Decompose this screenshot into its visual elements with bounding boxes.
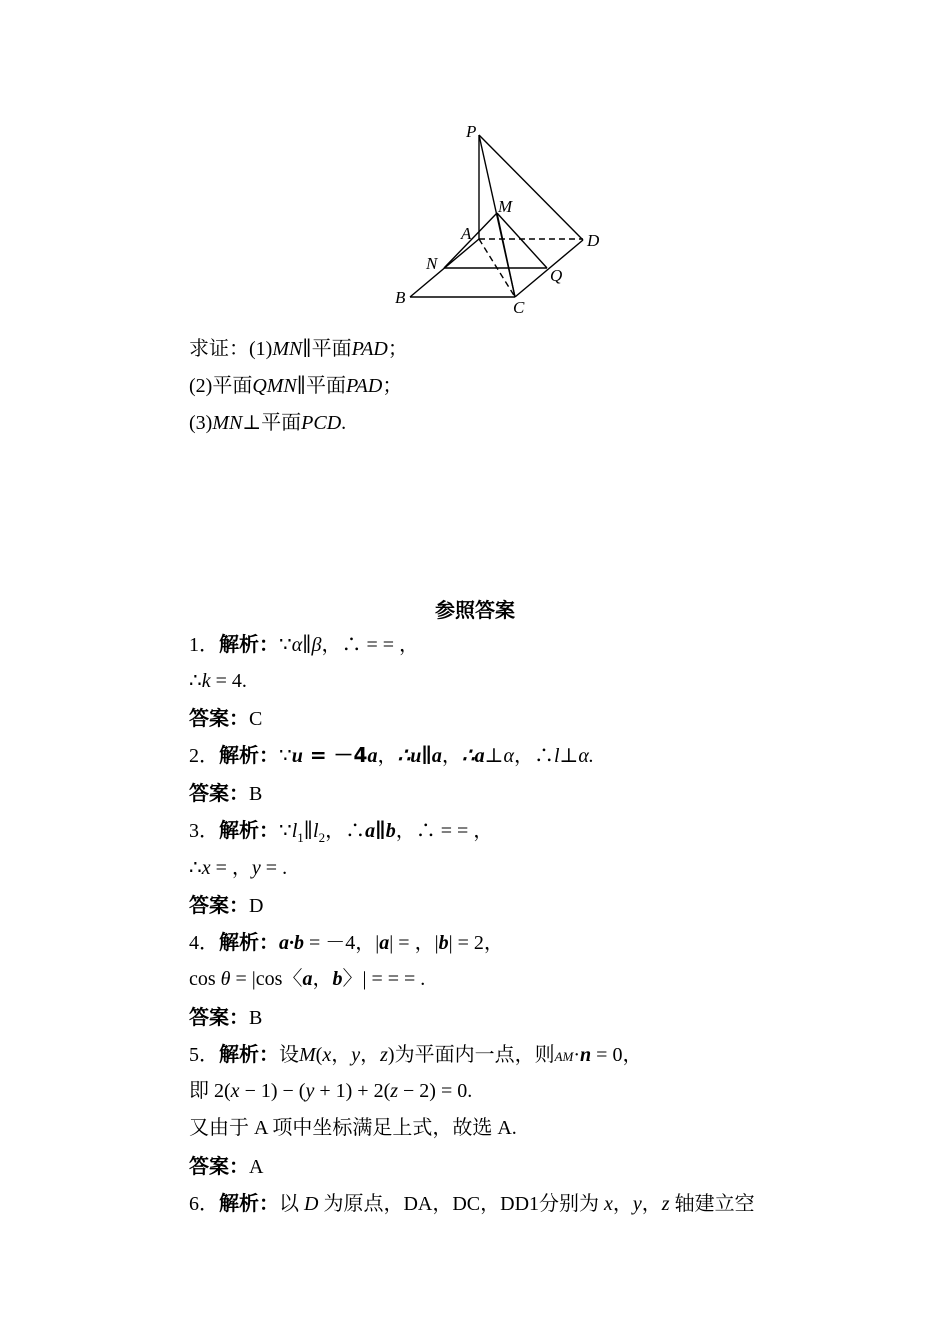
- text: ∴: [189, 857, 202, 879]
- text: ，: [360, 1044, 381, 1066]
- math: α: [291, 634, 303, 656]
- text: ，: [641, 1193, 662, 1215]
- text: ⊥: [559, 745, 579, 767]
- answer-3-line-2: [189, 855, 287, 881]
- answers-title: 参照答案: [435, 598, 515, 622]
- math: θ: [220, 968, 231, 990]
- pyramid-diagram: [380, 115, 620, 325]
- answer-value: B: [249, 783, 263, 805]
- prove-line-1: [189, 336, 408, 362]
- text: ∴: [189, 670, 202, 692]
- math: b: [438, 932, 449, 954]
- math: a∥b: [365, 820, 396, 842]
- text: = 0，: [591, 1044, 643, 1066]
- text: ，∴ = = ，: [395, 820, 494, 842]
- answer-4-result: [189, 1004, 262, 1031]
- math: y: [632, 1193, 642, 1215]
- answer-label: 答案：: [189, 1005, 249, 1029]
- text: ∥: [303, 820, 314, 842]
- math: a: [379, 932, 390, 954]
- math: β: [311, 634, 322, 656]
- item-number: 2．: [189, 745, 219, 767]
- math: a·b: [279, 932, 304, 954]
- math: l: [291, 820, 298, 842]
- answer-label: 答案：: [189, 1154, 249, 1178]
- edge-PD: [479, 135, 583, 240]
- text: = |cos〈: [230, 968, 303, 990]
- text: ，∴: [325, 820, 366, 842]
- item-number: 3．: [189, 820, 219, 842]
- math: MN: [272, 338, 303, 360]
- math: M: [299, 1044, 316, 1066]
- math: n: [580, 1044, 592, 1066]
- math: y: [351, 1044, 361, 1066]
- text: − 1) − (: [239, 1080, 306, 1102]
- text: ，: [331, 1044, 352, 1066]
- text: − 2) = 0.: [398, 1080, 473, 1102]
- math: a: [302, 968, 313, 990]
- answer-1-analysis: [189, 631, 419, 658]
- pyramid-figure: [380, 115, 620, 325]
- math: a: [367, 745, 378, 767]
- math: l: [313, 820, 319, 842]
- text: ；: [387, 338, 408, 360]
- answer-label: 答案：: [189, 781, 249, 805]
- math: ∴a: [461, 745, 485, 767]
- text: (: [315, 1044, 323, 1066]
- edge-MC: [497, 213, 515, 297]
- text: (2)平面: [189, 375, 253, 397]
- math: x: [604, 1193, 613, 1215]
- answer-3-result: [189, 892, 263, 919]
- text: ⊥平面: [242, 412, 302, 434]
- text: = －4: [302, 743, 368, 767]
- label-A: A: [461, 224, 472, 243]
- math: α.: [578, 745, 594, 767]
- answer-value: D: [249, 895, 264, 917]
- answer-value: A: [249, 1156, 264, 1178]
- answer-label: 答案：: [189, 893, 249, 917]
- label-Q: Q: [550, 266, 563, 285]
- math: z: [661, 1193, 670, 1215]
- edge-MQ: [497, 213, 547, 268]
- text: 即 2(: [189, 1080, 231, 1102]
- math: y: [305, 1080, 315, 1102]
- text: ；: [382, 375, 403, 397]
- math: x: [322, 1044, 332, 1066]
- subscript: 2: [318, 830, 326, 845]
- analysis-label: 解析：: [219, 1042, 279, 1066]
- text: = －4，|: [304, 932, 380, 954]
- answer-value: B: [249, 1007, 263, 1029]
- label-D: D: [587, 231, 600, 250]
- label-M: M: [498, 197, 513, 216]
- text: .: [341, 412, 347, 434]
- text: cos: [189, 968, 221, 990]
- math: b: [332, 968, 343, 990]
- text: ∥: [302, 634, 312, 656]
- math: D: [304, 1193, 319, 1215]
- math: PAD: [351, 338, 388, 360]
- item-number: 6．: [189, 1193, 219, 1215]
- answer-4-line-2: [189, 966, 425, 992]
- math: x: [230, 1080, 240, 1102]
- text: | = 2，: [448, 932, 504, 954]
- math: PAD: [346, 375, 383, 397]
- item-number: 5．: [189, 1044, 219, 1066]
- text: ·: [573, 1044, 581, 1066]
- math: y: [251, 857, 261, 879]
- label-P: P: [466, 122, 477, 141]
- math: x: [201, 857, 211, 879]
- math: z: [390, 1080, 399, 1102]
- text: + 1) + 2(: [314, 1080, 391, 1102]
- answer-1-line-2: [189, 668, 247, 694]
- text: = 4.: [210, 670, 247, 692]
- text: ∵: [279, 634, 292, 656]
- math: PCD: [301, 412, 342, 434]
- text: ，∴: [513, 745, 554, 767]
- text: ∵: [279, 745, 292, 767]
- answer-5-line-2: [189, 1078, 472, 1104]
- text: 求证：(1): [189, 338, 273, 360]
- text: ，: [612, 1193, 633, 1215]
- text: (3): [189, 412, 213, 434]
- text: ，: [377, 745, 398, 767]
- analysis-label: 解析：: [219, 632, 279, 656]
- math: ∴u∥a: [397, 745, 442, 767]
- math: MN: [212, 412, 243, 434]
- analysis-label: 解析：: [219, 1191, 279, 1215]
- math: AM: [554, 1049, 574, 1064]
- text: 以: [279, 1193, 304, 1215]
- math: QMN: [252, 375, 297, 397]
- answer-2-result: [189, 780, 262, 807]
- text: = .: [260, 857, 288, 879]
- math: α: [503, 745, 514, 767]
- text: ，∴ = = ，: [321, 634, 420, 656]
- subscript: 1: [297, 830, 304, 845]
- answer-2-analysis: [189, 742, 594, 769]
- text: ，: [312, 968, 333, 990]
- answer-5-line-3: 又由于 A 项中坐标满足上式，故选 A.: [189, 1117, 517, 1139]
- analysis-label: 解析：: [219, 743, 279, 767]
- text: 轴建立空: [669, 1193, 755, 1215]
- text: ，: [441, 745, 462, 767]
- text: ⊥: [484, 745, 504, 767]
- math: z: [380, 1044, 388, 1066]
- prove-line-3: [189, 410, 346, 436]
- text: ∵: [279, 820, 292, 842]
- item-number: 4．: [189, 932, 219, 954]
- answer-3-analysis: [189, 817, 493, 851]
- math: k: [201, 670, 211, 692]
- label-N: N: [426, 254, 438, 273]
- text: = ，: [210, 857, 252, 879]
- text: ∥平面: [296, 375, 347, 397]
- analysis-label: 解析：: [219, 818, 279, 842]
- text: 设: [279, 1044, 299, 1066]
- text: | = ，|: [389, 932, 439, 954]
- math: l: [553, 745, 560, 767]
- answer-value: C: [249, 708, 263, 730]
- answer-5-analysis: [189, 1041, 642, 1070]
- answer-6-analysis: [189, 1190, 755, 1217]
- answer-1-result: [189, 705, 262, 732]
- text: 〉| = = = .: [342, 968, 426, 990]
- answer-label: 答案：: [189, 706, 249, 730]
- answer-4-analysis: [189, 929, 504, 956]
- label-C: C: [513, 298, 525, 317]
- math: u: [291, 745, 303, 767]
- text: ∥平面: [302, 338, 352, 360]
- item-number: 1．: [189, 634, 219, 656]
- analysis-label: 解析：: [219, 930, 279, 954]
- prove-line-2: [189, 373, 402, 399]
- label-B: B: [395, 288, 406, 307]
- text: )为平面内一点，则: [387, 1044, 555, 1066]
- text: 为原点，DA，DC，DD1分别为: [318, 1193, 605, 1215]
- answer-5-result: [189, 1153, 263, 1180]
